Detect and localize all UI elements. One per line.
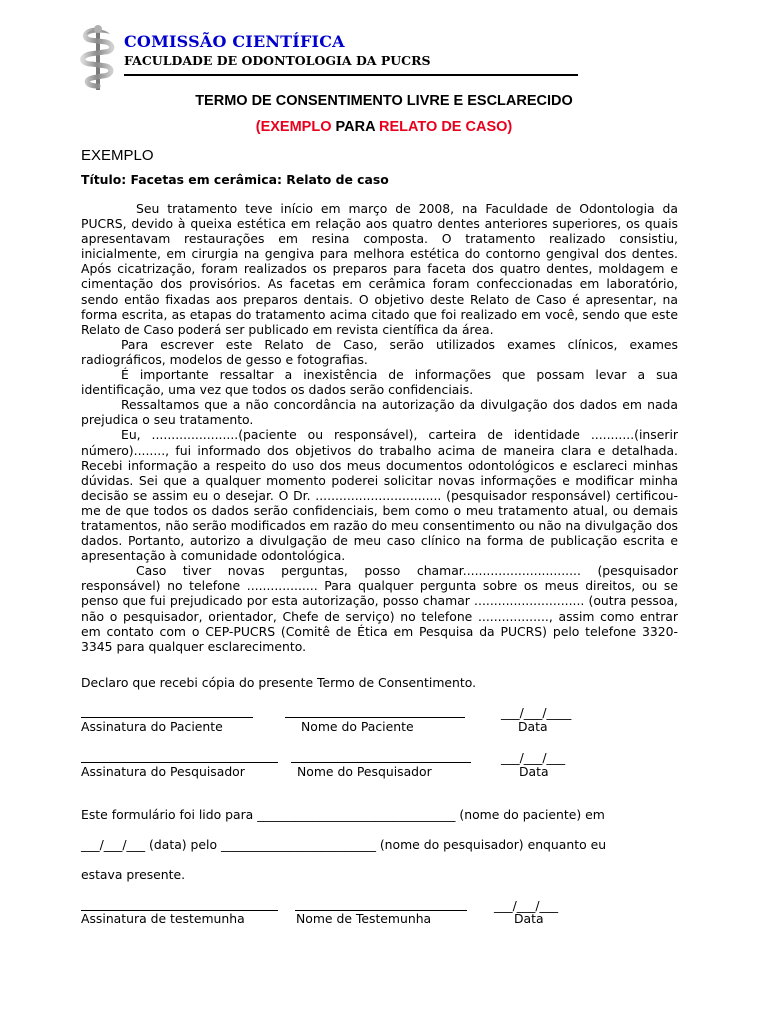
witness-signature-label: Assinatura de testemunha <box>81 911 245 926</box>
witness-date-blank: ___/___/___ <box>494 898 559 913</box>
subtitle-para: PARA <box>331 119 380 135</box>
declaration-text: Declaro que recebi cópia do presente Termo de Consentimento. <box>81 675 477 690</box>
form-statement-line2: ___/___/___ (data) pelo _________________________ (nome do pesquisador) enquanto eu <box>81 837 607 852</box>
patient-signature-label: Assinatura do Paciente <box>81 719 223 734</box>
subtitle-case: RELATO DE CASO) <box>379 119 513 135</box>
witness-name-label: Nome de Testemunha <box>296 911 432 926</box>
example-label: EXEMPLO <box>81 147 154 164</box>
patient-name-label: Nome do Paciente <box>301 719 414 734</box>
caduceus-logo-icon <box>78 24 118 92</box>
document-subtitle <box>0 119 768 135</box>
form-statement-line1: Este formulário foi lido para ________________________________ (nome do paciente) em <box>81 807 605 822</box>
paragraph-exams: Para escrever este Relato de Caso, serão utilizados exames clínicos, exames radiográficos, modelos de gesso e fotografias. <box>81 336 678 367</box>
researcher-date-label: Data <box>519 764 549 779</box>
patient-date-label: Data <box>518 719 548 734</box>
paragraph-contact: Caso tiver novas perguntas, posso chamar.............................. (pesquisador responsável) no telefone .................. Para qualquer pergunta sobre os meus direitos, ou se penso que fui prejudicado por esta autorização, posso chamar ............................ (outra pessoa, não o pesquisador, orientador, Chefe de serviço) no telefone .................., assim como entrar em contato com o CEP-PUCRS (Comitê de Ética em Pesquisa da PUCRS) pelo telefone 3320-3345 para qualquer esclarecimento. <box>81 563 678 654</box>
consent-body <box>81 201 678 654</box>
researcher-date-blank: ___/___/___ <box>501 750 566 765</box>
paragraph-consent: Eu, ......................(paciente ou responsável), carteira de identidade ...........(inserir número)........, fui informado dos objetivos do trabalho acima de maneira clara e detalhada. Recebi informação a respeito do uso dos meus documentos odontológicos e esclareci minhas dúvidas. Sei que a qualquer momento poderei solicitar novas informações e modificar minha decisão se assim eu o desejar. O Dr. ................................ (pesquisador responsável) certificou-me de que todos os dados serão confidenciais, bem como o meu tratamento atual, ou demais tratamentos, não serão modificados em razão do meu consentimento ou não na divulgação dos dados. Portanto, autorizo a divulgação de meu caso clínico na forma de publicação escrita e apresentação à comunidade odontológica. <box>81 427 678 564</box>
patient-signature-line <box>81 717 253 718</box>
document-title: TERMO DE CONSENTIMENTO LIVRE E ESCLARECIDO <box>195 93 573 109</box>
researcher-name-label: Nome do Pesquisador <box>297 764 432 779</box>
paragraph-treatment: Seu tratamento teve início em março de 2008, na Faculdade de Odontologia da PUCRS, devido à queixa estética em relação aos quatro dentes anteriores superiores, os quais apresentavam restaurações em resina composta. O tratamento realizado consistiu, inicialmente, em cirurgia na gengiva para melhora estética do contorno gengival dos dentes. Após cicatrização, foram realizados os preparos para faceta dos quatro dentes, moldagem e cimentação dos provisórios. As facetas em cerâmica foram confeccionadas em laboratório, sendo então fixadas aos preparos dentais. O objetivo deste Relato de Caso é apresentar, na forma escrita, as etapas do tratamento acima citado que foi realizado em você, sendo que este Relato de Caso poderá ser publicado em revista científica da área. <box>81 201 678 337</box>
paragraph-non-agreement: Ressaltamos que a não concordância na autorização da divulgação dos dados em nada prejudica o seu tratamento. <box>81 397 678 428</box>
patient-date-blank: ___/___/____ <box>501 705 572 720</box>
faculty-name: FACULDADE DE ODONTOLOGIA DA PUCRS <box>124 53 431 68</box>
header-rule <box>124 74 578 76</box>
case-title: Título: Facetas em cerâmica: Relato de caso <box>81 172 389 187</box>
form-statement-line3: estava presente. <box>81 867 186 882</box>
subtitle-example: (EXEMPLO <box>255 119 332 135</box>
witness-date-label: Data <box>514 911 544 926</box>
researcher-signature-line <box>81 762 278 763</box>
researcher-signature-label: Assinatura do Pesquisador <box>81 764 245 779</box>
institution-title: COMISSÃO CIENTÍFICA <box>124 32 345 51</box>
paragraph-confidentiality: É importante ressaltar a inexistência de informações que possam levar a sua identificação, uma vez que todos os dados serão confidenciais. <box>81 367 678 398</box>
patient-name-line <box>285 717 465 718</box>
researcher-name-line <box>291 762 471 763</box>
